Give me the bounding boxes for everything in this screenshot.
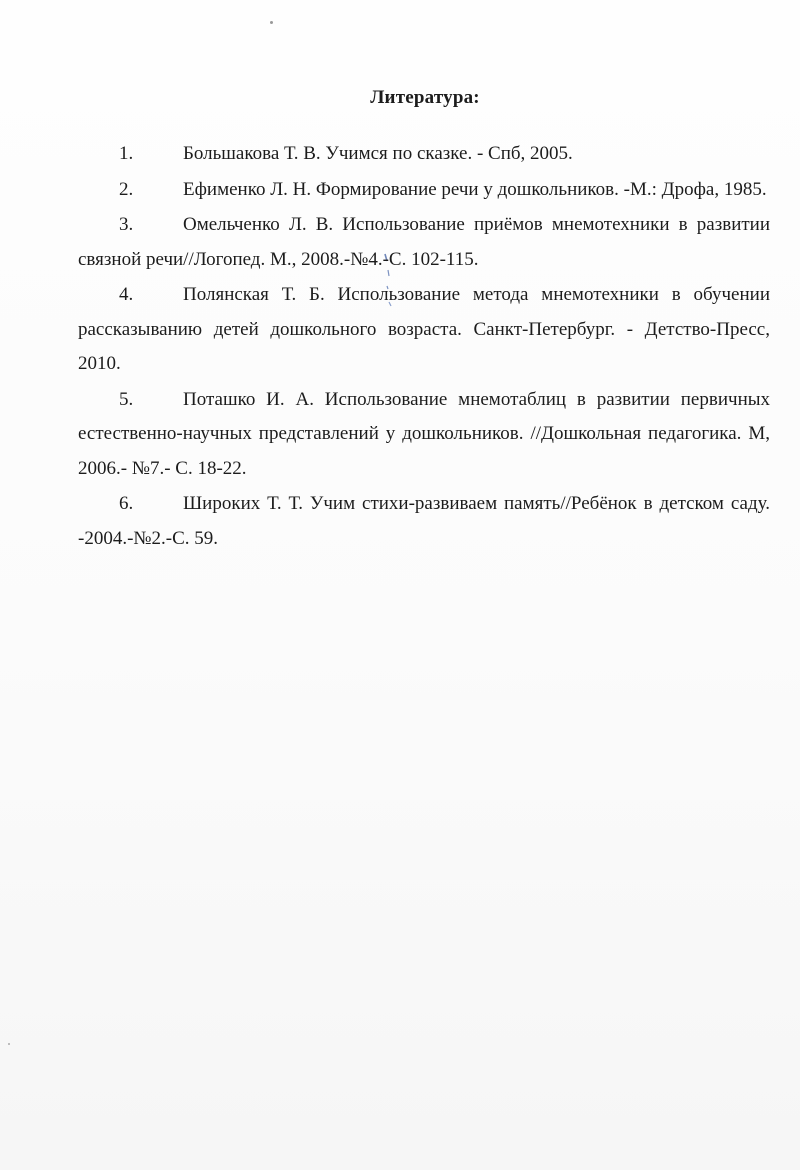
reference-item: [78, 137, 770, 172]
reference-list: [78, 137, 770, 557]
reference-item: [78, 208, 770, 277]
reference-number: 6.: [119, 493, 134, 514]
reference-number: 2.: [119, 178, 134, 200]
reference-text: Поташко И. А. Использование мнемотаблиц в развитии первичных естественно-научных представлений у дошкольников. //Дошкольная педагогика. М, 2006.- №7.- С. 18-22.: [78, 388, 770, 479]
reference-text: Широких Т. Т. Учим стихи-развиваем память//Ребёнок в детском саду. -2004.-№2.-С. 59.: [78, 493, 770, 549]
scan-speck: [270, 21, 273, 24]
scan-speck: [8, 1043, 10, 1045]
reference-text: Омельченко Л. В. Использование приёмов мнемотехники в развитии связной речи//Логопед. М., 2008.-№4.-С. 102-115.: [78, 214, 770, 270]
reference-text: Ефименко Л. Н. Формирование речи у дошкольников. -М.: Дрофа, 1985.: [183, 178, 767, 200]
reference-text: Полянская Т. Б. Использование метода мнемотехники в обучении рассказыванию детей дошкольного возраста. Санкт-Петербург. - Детство-Пресс, 2010.: [78, 284, 770, 374]
reference-item: [78, 487, 770, 556]
page-title: Литература:: [370, 87, 480, 108]
reference-text: Большакова Т. В. Учимся по сказке. - Спб, 2005.: [183, 143, 573, 164]
reference-item: [78, 173, 770, 208]
reference-number: 5.: [119, 388, 134, 410]
reference-item: [78, 383, 770, 487]
reference-number: 3.: [119, 214, 134, 235]
reference-number: 1.: [119, 143, 134, 164]
reference-item: [78, 278, 770, 382]
reference-number: 4.: [119, 284, 134, 305]
